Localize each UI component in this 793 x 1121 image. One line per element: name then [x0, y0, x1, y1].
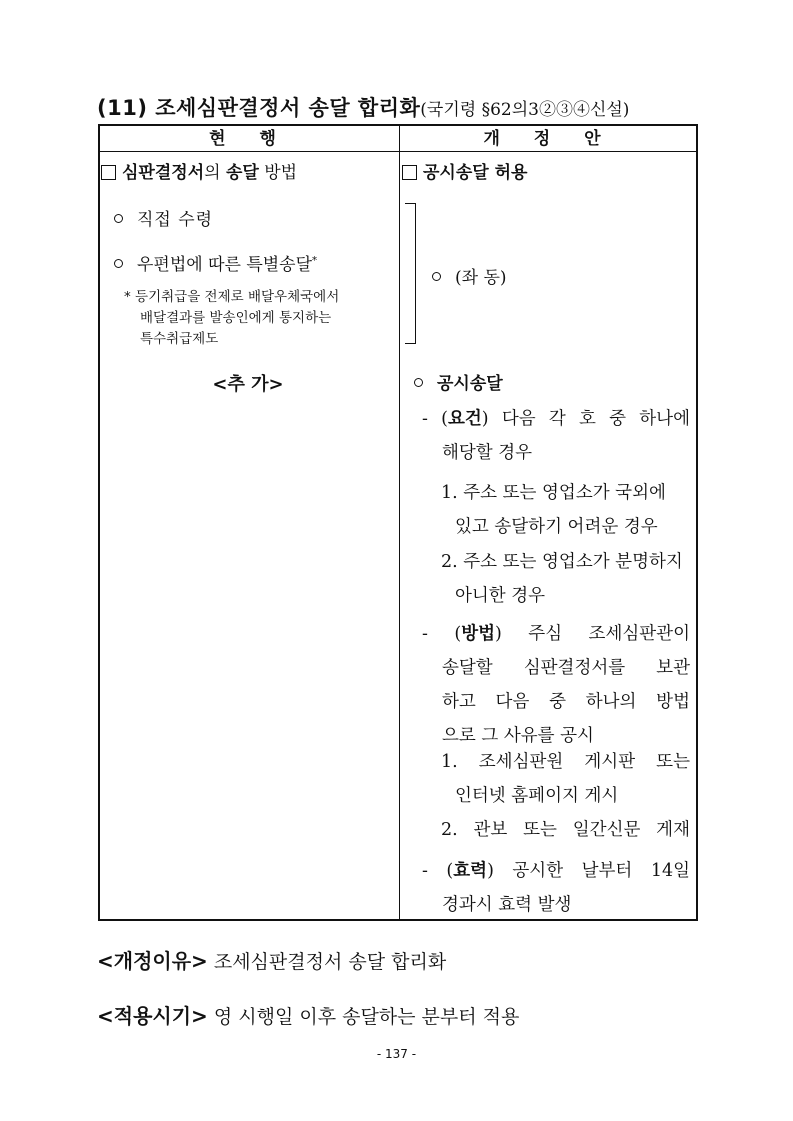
requirement-line-1-text: ) 다음 각 호 중 하나에	[481, 409, 690, 429]
effect-block	[422, 854, 690, 922]
method-line-3: 하고 다음 중 하나의 방법	[442, 692, 690, 712]
method-line-1-text: ) 주심 조세심판관이	[495, 624, 690, 644]
footnote-marker: *	[312, 255, 318, 267]
left-heading-bold-2: 송달	[225, 163, 259, 183]
right-same-text: (좌 동)	[455, 268, 507, 288]
left-item-mail	[114, 250, 317, 275]
requirement-item-1	[441, 476, 690, 544]
section-title-main: (11) 조세심판결정서 송달 합리화	[97, 96, 421, 120]
right-heading	[402, 158, 527, 183]
effect-line-1: - (효력) 공시한 날부터 14일	[422, 861, 690, 881]
requirement-line-2: 해당할 경우	[442, 443, 533, 463]
method-item-1-line-1: 1. 조세심판원 게시판 또는	[441, 752, 690, 772]
header-revised: 개 정 안	[483, 129, 615, 149]
square-bullet-icon	[402, 165, 417, 180]
page-number: - 137 -	[376, 1047, 417, 1061]
right-same-as-left	[432, 263, 507, 288]
application-timing-text: 영 시행일 이후 송달하는 분부터 적용	[213, 1006, 520, 1028]
circle-bullet-icon	[114, 214, 123, 223]
method-item-1-line-2: 인터넷 홈페이지 게시	[455, 786, 619, 806]
left-item-direct-text: 직접 수령	[137, 210, 214, 230]
amendment-reason-label: <개정이유>	[97, 949, 208, 973]
amendment-reason	[97, 945, 446, 974]
left-heading-mid: 의	[204, 163, 226, 183]
method-line-4: 으로 그 사유를 공시	[442, 726, 594, 746]
header-current: 현 행	[209, 129, 290, 149]
section-title	[97, 92, 629, 122]
effect-line-1-text: ) 공시한 날부터 14일	[487, 861, 690, 881]
column-divider	[399, 126, 400, 919]
left-added-label: <추 가>	[212, 374, 284, 395]
method-line-2: 송달할 심판결정서를 보관	[442, 658, 690, 678]
requirement-item-2-line-1: 2. 주소 또는 영업소가 분명하지	[441, 552, 683, 572]
method-label: 방법	[461, 624, 496, 644]
circle-bullet-icon	[432, 272, 441, 281]
circle-bullet-icon	[114, 259, 123, 268]
application-timing-label: <적용시기>	[97, 1004, 208, 1028]
footnote-line: 배달결과를 발송인에게 통지하는	[140, 310, 332, 326]
method-block	[422, 617, 690, 753]
section-title-reference: (국기령 §62의3②③④신설)	[420, 100, 630, 120]
right-subheading	[414, 369, 503, 394]
left-footnote	[124, 287, 339, 350]
method-item-1	[441, 745, 690, 813]
header-divider	[100, 151, 696, 152]
footnote-star: *	[124, 289, 131, 305]
right-subheading-text: 공시송달	[437, 374, 503, 394]
left-heading-bold-1: 심판결정서	[122, 163, 205, 183]
circle-bullet-icon	[414, 378, 423, 387]
requirement-item-2-line-2: 아니한 경우	[455, 586, 546, 606]
footnote-line: 특수취급제도	[140, 331, 219, 347]
requirement-item-1-line-1: 1. 주소 또는 영업소가 국외에	[441, 483, 666, 503]
requirement-label: 요건	[447, 409, 482, 429]
method-item-2-line-1: 2. 관보 또는 일간신문 게재	[441, 820, 690, 840]
amendment-reason-text: 조세심판결정서 송달 합리화	[213, 951, 447, 973]
application-timing	[97, 1000, 519, 1029]
requirement-block	[422, 402, 690, 470]
square-bullet-icon	[101, 165, 116, 180]
left-item-direct	[114, 205, 213, 230]
bracket-mark	[405, 203, 416, 344]
requirement-item-2	[441, 545, 690, 613]
footnote-line: 등기취급을 전제로 배달우체국에서	[135, 289, 340, 305]
requirement-line-1: - (요건) 다음 각 호 중 하나에	[422, 409, 690, 429]
left-item-mail-text: 우편법에 따른 특별송달	[137, 255, 313, 275]
effect-label: 효력	[453, 861, 488, 881]
right-heading-text: 공시송달 허용	[423, 163, 528, 183]
requirement-item-1-line-2: 있고 송달하기 어려운 경우	[455, 517, 658, 537]
effect-line-2: 경과시 효력 발생	[442, 895, 572, 915]
method-line-1: - (방법) 주심 조세심판관이	[422, 624, 690, 644]
left-heading-end: 방법	[258, 163, 298, 183]
left-heading	[101, 158, 297, 183]
method-item-2	[441, 813, 690, 847]
